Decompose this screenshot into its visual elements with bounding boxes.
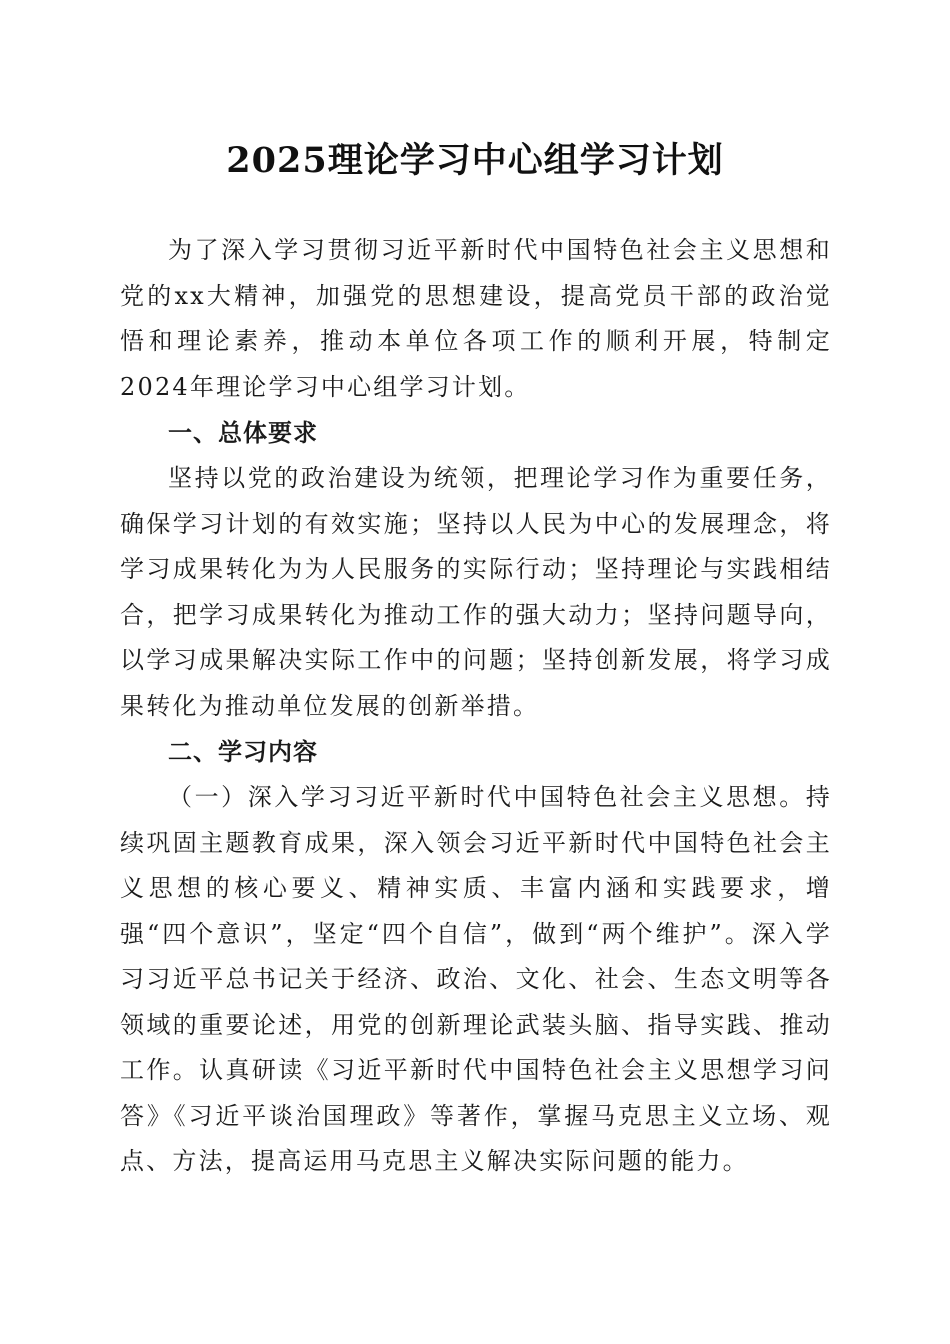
intro-paragraph: 为了深入学习贯彻习近平新时代中国特色社会主义思想和党的xx大精神，加强党的思想建设，提高党员干部的政治觉悟和理论素养，推动本单位各项工作的顺利开展，特制定2024年理论学习中心组学习计划。 [120, 236, 832, 401]
general-requirements-paragraph: 坚持以党的政治建设为统领，把理论学习作为重要任务，确保学习计划的有效实施；坚持以人民为中心的发展理念，将学习成果转化为为人民服务的实际行动；坚持理论与实践相结合，把学习成果转化为推动工作的强大动力；坚持问题导向，以学习成果解决实际工作中的问题；坚持创新发展，将学习成果转化为推动单位发展的创新举措。 [120, 464, 832, 720]
study-content-item-1: （一）深入学习习近平新时代中国特色社会主义思想。持续巩固主题教育成果，深入领会习近平新时代中国特色社会主义思想的核心要义、精神实质、丰富内涵和实践要求，增强“四个意识”，坚定“四个自信”，做到“两个维护”。深入学习习近平总书记关于经济、政治、文化、社会、生态文明等各领域的重要论述，用党的创新理论武装头脑、指导实践、推动工作。认真研读《习近平新时代中国特色社会主义思想学习问答》《习近平谈治国理政》等著作，掌握马克思主义立场、观点、方法，提高运用马克思主义解决实际问题的能力。 [120, 783, 832, 1175]
document-body [120, 228, 832, 1185]
document-title: 2025理论学习中心组学习计划 [226, 140, 724, 181]
section-heading-study-content: 二、学习内容 [168, 738, 318, 766]
section-heading-general-requirements: 一、总体要求 [168, 419, 318, 447]
